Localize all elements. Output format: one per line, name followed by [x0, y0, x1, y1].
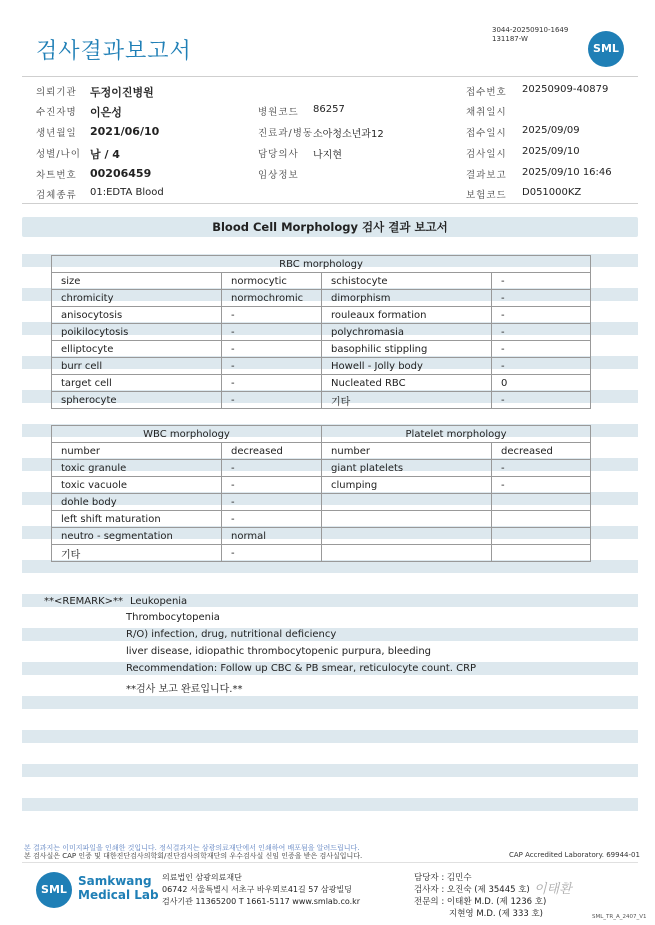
info-label: 진료과/병동: [258, 128, 314, 139]
address-line: 의료법인 삼광의료재단: [162, 873, 242, 882]
document-id: [492, 26, 568, 44]
remark-label: **<REMARK>**: [44, 596, 123, 607]
footer-notice-cap: 본 검사실은 CAP 인증 및 대한진단검사의학회/진단검사의학재단의 우수검사실 신임 인증을 받은 검사실입니다.: [24, 852, 363, 860]
stripe: [22, 764, 638, 777]
signature: 이태환: [534, 882, 572, 897]
info-value: 나지현: [313, 150, 342, 161]
table-row: [52, 511, 591, 528]
table-cell: -: [222, 460, 322, 477]
report-section-title: Blood Cell Morphology 검사 결과 보고서: [212, 220, 448, 234]
info-value: 2021/06/10: [90, 125, 160, 138]
table-cell: normocytic: [222, 273, 322, 290]
info-label: 채취일시: [466, 107, 507, 118]
table-cell: burr cell: [52, 358, 222, 375]
staff-line: 담당자 : 김민수: [414, 873, 472, 883]
table-cell: anisocytosis: [52, 307, 222, 324]
staff-line: 검사자 : 오진숙 (제 35445 호): [414, 885, 530, 895]
table-cell: toxic vacuole: [52, 477, 222, 494]
table-cell: [322, 511, 492, 528]
stripe: [22, 730, 638, 743]
info-label: 검사일시: [466, 149, 507, 160]
report-title: 검사결과보고서: [36, 39, 192, 64]
cap-accreditation: CAP Accredited Laboratory. 69944-01: [509, 851, 640, 859]
table-cell: rouleaux formation: [322, 307, 492, 324]
table-cell: -: [492, 358, 591, 375]
table-cell: -: [492, 392, 591, 409]
table-row: [52, 443, 591, 460]
institution-address: [162, 872, 360, 908]
table-cell: target cell: [52, 375, 222, 392]
remark-line: liver disease, idiopathic thrombocytopenic purpura, bleeding: [126, 646, 432, 657]
stripe: [22, 696, 638, 709]
table-row: [52, 545, 591, 562]
table-cell: number: [322, 443, 492, 460]
table-cell: schistocyte: [322, 273, 492, 290]
table-row: [52, 494, 591, 511]
table-cell: -: [222, 324, 322, 341]
table-cell: 기타: [52, 545, 222, 562]
info-label: 결과보고: [466, 170, 507, 181]
divider: [22, 203, 638, 204]
stripe: [22, 798, 638, 811]
table-cell: -: [492, 460, 591, 477]
staff-block: [414, 872, 546, 920]
table-cell: [322, 494, 492, 511]
info-label: 임상정보: [258, 170, 299, 181]
info-label: 접수일시: [466, 128, 507, 139]
rbc-header: RBC morphology: [52, 256, 591, 273]
table-row: [52, 477, 591, 494]
table-cell: [492, 528, 591, 545]
document-id-line: 131187-W: [492, 35, 528, 43]
table-cell: polychromasia: [322, 324, 492, 341]
table-cell: [322, 545, 492, 562]
remark-line: Thrombocytopenia: [126, 612, 220, 623]
table-cell: giant platelets: [322, 460, 492, 477]
remark-line: **검사 보고 완료입니다.**: [126, 684, 243, 695]
table-cell: Howell - Jolly body: [322, 358, 492, 375]
info-value: 소아청소년과12: [313, 129, 384, 140]
info-label: 차트번호: [36, 170, 77, 181]
form-code: SML_TR_A_2407_V1: [592, 914, 647, 920]
table-cell: clumping: [322, 477, 492, 494]
table-cell: basophilic stippling: [322, 341, 492, 358]
table-cell: -: [222, 477, 322, 494]
table-cell: 기타: [322, 392, 492, 409]
table-cell: -: [492, 341, 591, 358]
table-row: [52, 307, 591, 324]
table-cell: -: [492, 307, 591, 324]
remark-line: Leukopenia: [130, 596, 188, 607]
table-row: [52, 375, 591, 392]
table-cell: spherocyte: [52, 392, 222, 409]
brand-name: [78, 874, 159, 902]
table-cell: -: [222, 494, 322, 511]
info-value: 남 / 4: [90, 148, 120, 161]
table-row: [52, 460, 591, 477]
info-value: 00206459: [90, 167, 152, 180]
table-cell: -: [492, 324, 591, 341]
info-value: D051000KZ: [522, 187, 582, 198]
table-cell: number: [52, 443, 222, 460]
table-cell: neutro - segmentation: [52, 528, 222, 545]
table-cell: [492, 511, 591, 528]
address-line: 검사기관 11365200 T 1661-5117 www.smlab.co.kr: [162, 897, 361, 906]
info-label: 성별/나이: [36, 149, 81, 160]
info-value: 2025/09/09: [522, 125, 580, 136]
info-value: 01:EDTA Blood: [90, 187, 164, 198]
info-value: 2025/09/10: [522, 146, 580, 157]
table-cell: decreased: [222, 443, 322, 460]
info-label: 검체종류: [36, 190, 77, 201]
rbc-morphology-table: [51, 255, 591, 409]
table-cell: elliptocyte: [52, 341, 222, 358]
table-cell: [492, 494, 591, 511]
table-cell: toxic granule: [52, 460, 222, 477]
table-cell: -: [222, 511, 322, 528]
remark-line: R/O) infection, drug, nutritional deficiency: [126, 629, 337, 640]
staff-line: 지현영 M.D. (제 333 호): [449, 909, 544, 919]
brand-line: Samkwang: [78, 874, 152, 888]
address-line: 06742 서울특별시 서초구 바우뫼로41길 57 삼광빌딩: [162, 885, 352, 894]
table-cell: dohle body: [52, 494, 222, 511]
divider: [22, 76, 638, 77]
table-row: [52, 341, 591, 358]
table-cell: poikilocytosis: [52, 324, 222, 341]
table-cell: -: [492, 290, 591, 307]
table-cell: -: [222, 392, 322, 409]
info-value: 2025/09/10 16:46: [522, 167, 612, 178]
table-cell: dimorphism: [322, 290, 492, 307]
table-cell: normal: [222, 528, 322, 545]
table-cell: [322, 528, 492, 545]
table-cell: -: [222, 358, 322, 375]
table-cell: -: [492, 477, 591, 494]
table-cell: Nucleated RBC: [322, 375, 492, 392]
info-label: 보험코드: [466, 190, 507, 201]
table-cell: size: [52, 273, 222, 290]
info-label: 생년월일: [36, 128, 77, 139]
wbc-platelet-table: [51, 425, 591, 562]
table-row: [52, 392, 591, 409]
sml-logo: SML: [588, 31, 624, 67]
staff-line: 전문의 : 이태환 M.D. (제 1236 호): [414, 897, 547, 907]
table-row: [52, 273, 591, 290]
table-cell: -: [222, 375, 322, 392]
info-value: 이은성: [90, 106, 122, 119]
table-row: [52, 290, 591, 307]
footer-notice-print: 본 결과지는 이미지파일을 인쇄한 것입니다. 정식결과지는 삼광의료재단에서 인쇄하여 배포됨을 알려드립니다.: [24, 844, 360, 852]
table-cell: [492, 545, 591, 562]
brand-line: Medical Lab: [78, 888, 159, 902]
remark-line: Recommendation: Follow up CBC & PB smear, reticulocyte count. CRP: [126, 663, 477, 674]
table-row: [52, 324, 591, 341]
table-cell: -: [222, 545, 322, 562]
info-label: 수진자명: [36, 107, 77, 118]
divider: [22, 862, 638, 863]
table-cell: left shift maturation: [52, 511, 222, 528]
info-label: 병원코드: [258, 107, 299, 118]
wbc-header: WBC morphology: [52, 426, 322, 443]
table-cell: decreased: [492, 443, 591, 460]
info-label: 의뢰기관: [36, 87, 77, 98]
table-cell: -: [222, 307, 322, 324]
table-cell: -: [222, 341, 322, 358]
table-cell: 0: [492, 375, 591, 392]
table-row: [52, 528, 591, 545]
info-label: 담당의사: [258, 149, 299, 160]
footer-sml-logo: SML: [36, 872, 72, 908]
info-value: 20250909-40879: [522, 84, 609, 95]
platelet-header: Platelet morphology: [322, 426, 591, 443]
info-value: 86257: [313, 104, 345, 115]
table-row: [52, 358, 591, 375]
document-id-line: 3044-20250910-1649: [492, 26, 569, 34]
table-cell: chromicity: [52, 290, 222, 307]
table-cell: normochromic: [222, 290, 322, 307]
table-cell: -: [492, 273, 591, 290]
info-value: 두정이진병원: [90, 86, 154, 99]
info-label: 접수번호: [466, 87, 507, 98]
